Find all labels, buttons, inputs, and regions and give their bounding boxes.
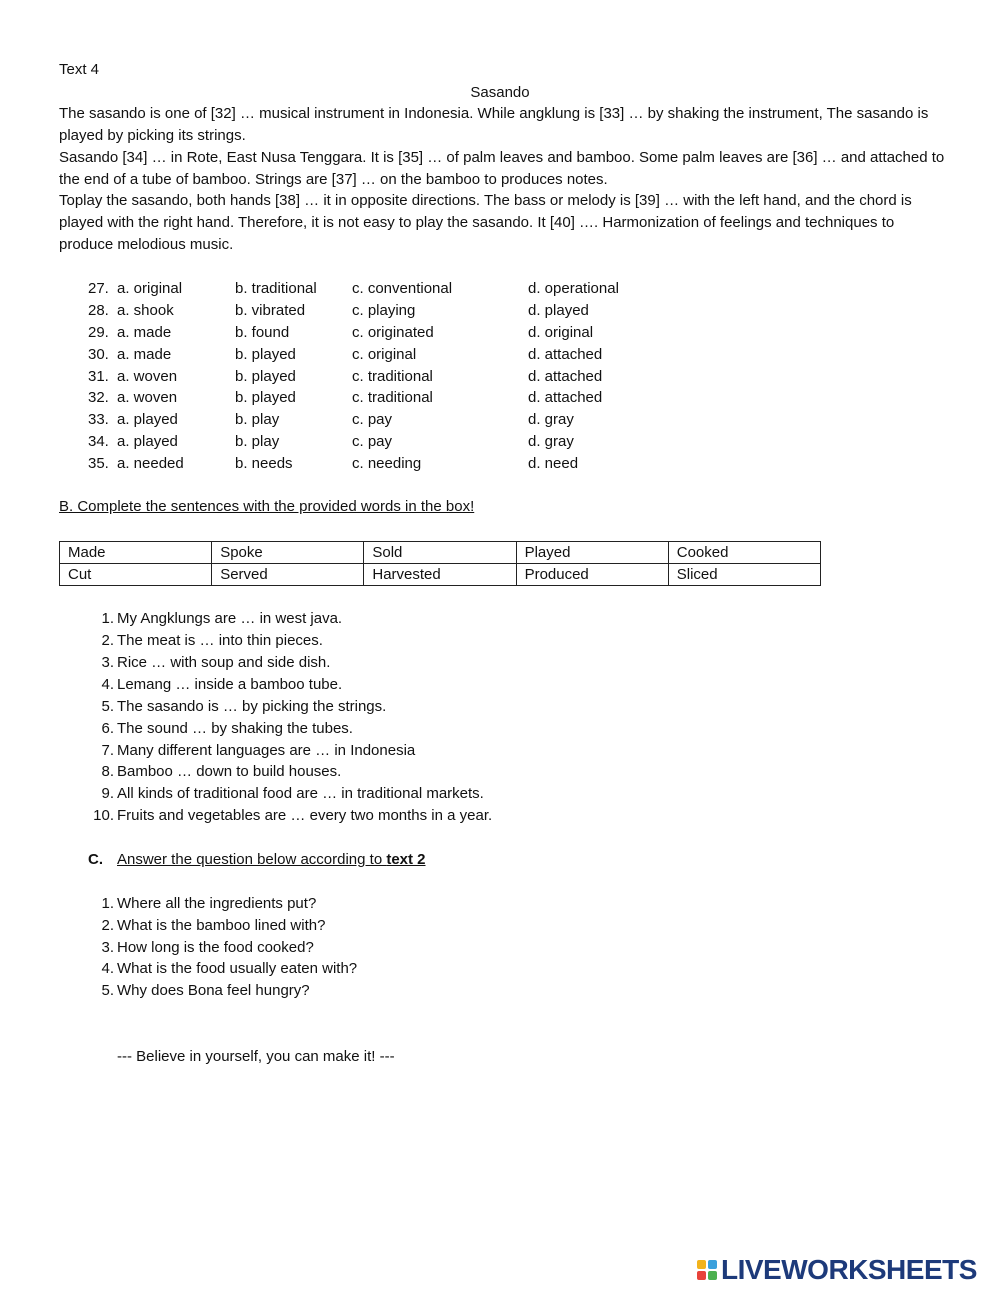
option-b[interactable]: b. played bbox=[235, 368, 296, 385]
option-b[interactable]: b. play bbox=[235, 411, 280, 428]
item-text: Where all the ingredients put? bbox=[117, 895, 317, 912]
section-c-heading-bold: text 2 bbox=[386, 851, 426, 868]
logo-block bbox=[697, 1271, 706, 1280]
logo-text: LIVEWORKSHEETS bbox=[721, 1254, 977, 1285]
word-box-cell: Harvested bbox=[364, 564, 516, 586]
item-number: 3. bbox=[101, 939, 114, 956]
item-text: Lemang … inside a bamboo tube. bbox=[117, 676, 343, 693]
option-c[interactable]: c. pay bbox=[352, 411, 393, 428]
option-d[interactable]: d. attached bbox=[528, 368, 603, 385]
word-box-cell: Produced bbox=[516, 564, 668, 586]
item-number: 9. bbox=[101, 785, 114, 802]
logo-blocks-icon bbox=[697, 1260, 717, 1280]
option-d[interactable]: d. played bbox=[528, 302, 589, 319]
item-text: What is the food usually eaten with? bbox=[117, 960, 358, 977]
item-number: 1. bbox=[101, 895, 114, 912]
item-number: 2. bbox=[101, 917, 114, 934]
option-d[interactable]: d. original bbox=[528, 324, 594, 341]
item-number: 3. bbox=[101, 654, 114, 671]
question-number: 34. bbox=[88, 433, 109, 450]
option-d[interactable]: d. gray bbox=[528, 433, 574, 450]
word-box-cell: Sliced bbox=[668, 564, 820, 586]
item-text: All kinds of traditional food are … in traditional markets. bbox=[117, 785, 484, 802]
word-box-cell: Cut bbox=[60, 564, 212, 586]
question-number: 31. bbox=[88, 368, 109, 385]
question-number: 28. bbox=[88, 302, 109, 319]
option-c[interactable]: c. needing bbox=[352, 455, 422, 472]
section-c-heading-text: Answer the question below according to bbox=[117, 851, 387, 868]
page-title: Sasando bbox=[470, 84, 530, 101]
word-box bbox=[59, 541, 821, 586]
option-d[interactable]: d. attached bbox=[528, 389, 603, 406]
liveworksheets-logo bbox=[697, 1254, 977, 1286]
logo-block bbox=[708, 1271, 717, 1280]
option-b[interactable]: b. played bbox=[235, 346, 296, 363]
item-number: 4. bbox=[101, 960, 114, 977]
word-box-cell: Spoke bbox=[212, 542, 364, 564]
item-text: Bamboo … down to build houses. bbox=[117, 763, 342, 780]
item-text: The meat is … into thin pieces. bbox=[117, 632, 323, 649]
item-number: 5. bbox=[101, 698, 114, 715]
item-number: 1. bbox=[101, 610, 114, 627]
footer-note: --- Believe in yourself, you can make it! --- bbox=[117, 1048, 395, 1065]
option-a[interactable]: a. made bbox=[117, 324, 172, 341]
passage-paragraph: Sasando [34] … in Rote, East Nusa Tenggara. It is [35] … of palm leaves and bamboo. Some palm leaves are [36] … and attached to the end of a tube of bamboo. Strings are [37] … on the bamboo to produces notes. bbox=[59, 149, 945, 188]
section-c-letter: C. bbox=[88, 851, 103, 868]
question-number: 33. bbox=[88, 411, 109, 428]
option-a[interactable]: a. shook bbox=[117, 302, 174, 319]
section-b-heading: B. Complete the sentences with the provided words in the box! bbox=[59, 498, 475, 515]
option-d[interactable]: d. attached bbox=[528, 346, 603, 363]
option-c[interactable]: c. traditional bbox=[352, 389, 433, 406]
passage-paragraph: The sasando is one of [32] … musical instrument in Indonesia. While angklung is [33] … by shaking the instrument, The sasando is played by picking its strings. bbox=[59, 105, 929, 144]
word-box-row bbox=[60, 564, 821, 586]
option-b[interactable]: b. found bbox=[235, 324, 290, 341]
option-a[interactable]: a. original bbox=[117, 280, 183, 297]
question-number: 29. bbox=[88, 324, 109, 341]
word-box-cell: Played bbox=[516, 542, 668, 564]
option-c[interactable]: c. original bbox=[352, 346, 417, 363]
item-number: 7. bbox=[101, 742, 114, 759]
question-number: 35. bbox=[88, 455, 109, 472]
word-box-cell: Cooked bbox=[668, 542, 820, 564]
item-text: Rice … with soup and side dish. bbox=[117, 654, 331, 671]
logo-block bbox=[708, 1260, 717, 1269]
item-text: How long is the food cooked? bbox=[117, 939, 314, 956]
passage-paragraph: Toplay the sasando, both hands [38] … it in opposite directions. The bass or melody is [39] … with the left hand, and the chord is played with the right hand. Therefore, it is not easy to play the sasando. It [40] …. Harmonization of feelings and techniques to produce melodious music. bbox=[59, 192, 912, 253]
option-a[interactable]: a. played bbox=[117, 411, 178, 428]
option-a[interactable]: a. played bbox=[117, 433, 178, 450]
option-b[interactable]: b. play bbox=[235, 433, 280, 450]
option-d[interactable]: d. need bbox=[528, 455, 579, 472]
option-c[interactable]: c. pay bbox=[352, 433, 393, 450]
option-b[interactable]: b. played bbox=[235, 389, 296, 406]
option-b[interactable]: b. vibrated bbox=[235, 302, 306, 319]
question-number: 27. bbox=[88, 280, 109, 297]
option-d[interactable]: d. gray bbox=[528, 411, 574, 428]
item-number: 4. bbox=[101, 676, 114, 693]
item-number: 5. bbox=[101, 982, 114, 999]
option-c[interactable]: c. playing bbox=[352, 302, 416, 319]
option-c[interactable]: c. conventional bbox=[352, 280, 453, 297]
item-number: 6. bbox=[101, 720, 114, 737]
item-text: What is the bamboo lined with? bbox=[117, 917, 326, 934]
option-b[interactable]: b. needs bbox=[235, 455, 293, 472]
logo-block bbox=[697, 1260, 706, 1269]
word-box-row bbox=[60, 542, 821, 564]
option-a[interactable]: a. made bbox=[117, 346, 172, 363]
option-b[interactable]: b. traditional bbox=[235, 280, 317, 297]
word-box-cell: Sold bbox=[364, 542, 516, 564]
item-number: 2. bbox=[101, 632, 114, 649]
item-number: 8. bbox=[101, 763, 114, 780]
text-label: Text 4 bbox=[59, 61, 100, 78]
option-d[interactable]: d. operational bbox=[528, 280, 619, 297]
option-a[interactable]: a. woven bbox=[117, 368, 178, 385]
word-box-cell: Made bbox=[60, 542, 212, 564]
item-text: My Angklungs are … in west java. bbox=[117, 610, 343, 627]
option-a[interactable]: a. needed bbox=[117, 455, 184, 472]
section-c-heading bbox=[117, 849, 426, 871]
option-c[interactable]: c. traditional bbox=[352, 368, 433, 385]
question-number: 32. bbox=[88, 389, 109, 406]
item-text: The sound … by shaking the tubes. bbox=[117, 720, 353, 737]
word-box-cell: Served bbox=[212, 564, 364, 586]
item-text: Why does Bona feel hungry? bbox=[117, 982, 310, 999]
item-number: 10. bbox=[93, 807, 114, 824]
item-text: The sasando is … by picking the strings. bbox=[117, 698, 387, 715]
item-text: Fruits and vegetables are … every two months in a year. bbox=[117, 807, 493, 824]
option-a[interactable]: a. woven bbox=[117, 389, 178, 406]
option-c[interactable]: c. originated bbox=[352, 324, 434, 341]
question-number: 30. bbox=[88, 346, 109, 363]
item-text: Many different languages are … in Indonesia bbox=[117, 742, 416, 759]
